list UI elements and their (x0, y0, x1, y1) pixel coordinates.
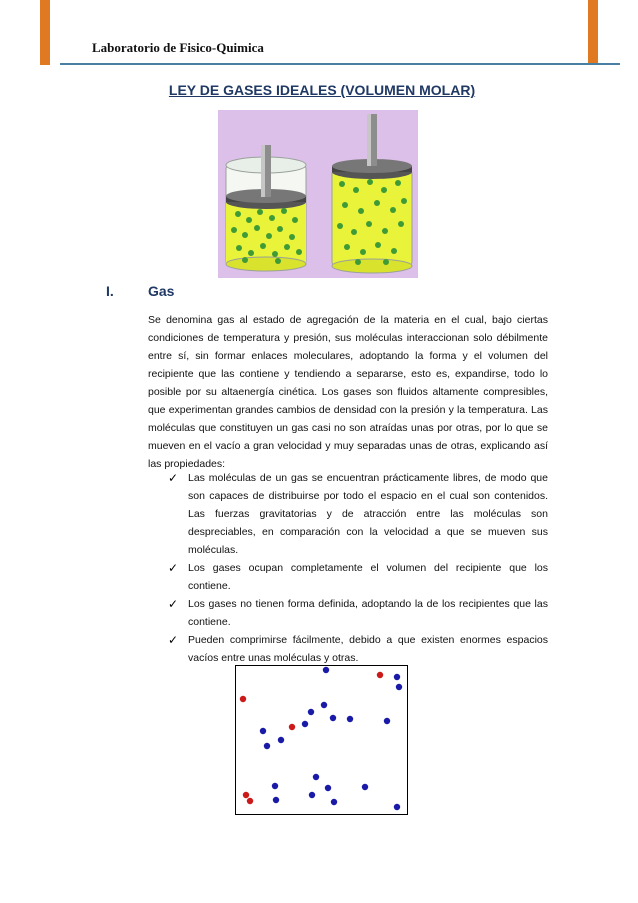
document-title: LEY DE GASES IDEALES (VOLUMEN MOLAR) (168, 82, 476, 98)
header-accent-bar-left (40, 0, 50, 65)
section-title: Gas (148, 283, 175, 299)
check-icon: ✓ (168, 561, 179, 575)
section-paragraph: Se denomina gas al estado de agregación de la materia en el cual, bajo ciertas condiciones de temperatura y presión, sus moléculas interaccionan solo débilmente entre sí, sin formar enlaces moleculares, adoptando la forma y el volumen del recipiente que las contiene y tendiendo a separarse, esto es, expandirse, todo lo posible por su altaenergía cinética. Los gases son fluidos altamente compresibles, que experimentan grandes cambios de densidad con la presión y la temperatura. Las moléculas que constituyen un gas casi no son atraídas unas por otras, por lo que se mueven en el vacío a gran velocidad y muy separadas unas de otras, explicando así las propiedades: (148, 314, 548, 470)
list-item-text: Los gases no tienen forma definida, adoptando la de los recipientes que las contiene. (188, 598, 548, 628)
list-item (168, 559, 548, 595)
check-icon: ✓ (168, 471, 179, 485)
list-item (168, 469, 548, 559)
section-number: I. (106, 283, 114, 299)
header-accent-bar-right (588, 0, 598, 65)
list-item-text: Las moléculas de un gas se encuentran prácticamente libres, de modo que son capaces de distribuirse por todo el espacio en el cual son contenidos. Las fuerzas gravitatorias y de atracción entre las moléculas son despreciables, en comparación con la velocidad a que se mueven sus moléculas. (188, 472, 548, 556)
properties-list (168, 469, 548, 667)
piston-illustration (218, 110, 418, 278)
gas-molecules-box (235, 665, 408, 815)
check-icon: ✓ (168, 633, 179, 647)
left-piston-cylinder (226, 145, 306, 271)
header-lab-name: Laboratorio de Fisico-Quimica (92, 40, 264, 55)
list-item-text: Pueden comprimirse fácilmente, debido a que existen enormes espacios vacíos entre unas moléculas y otras. (188, 634, 548, 664)
list-item (168, 631, 548, 667)
header-rule (60, 63, 620, 65)
list-item (168, 595, 548, 631)
check-icon: ✓ (168, 597, 179, 611)
list-item-text: Los gases ocupan completamente el volumen del recipiente que los contiene. (188, 562, 548, 592)
